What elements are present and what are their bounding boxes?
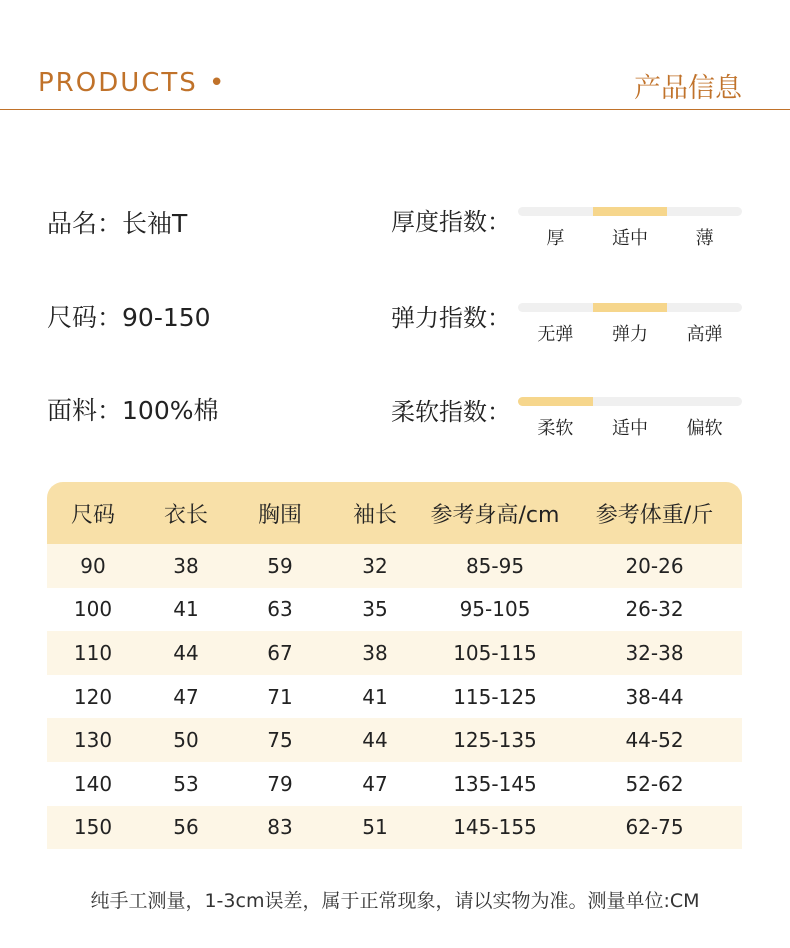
- table-header-cell: 尺码: [70, 502, 115, 528]
- table-cell: 95-105: [459, 597, 531, 622]
- table-cell: 59: [267, 553, 293, 578]
- index-bar: [518, 303, 742, 312]
- info-size: [47, 298, 211, 334]
- table-cell: 105-115: [453, 640, 537, 665]
- index-label: 柔软指数：: [391, 398, 511, 426]
- table-row: [47, 544, 742, 588]
- table-cell: 120: [73, 684, 113, 709]
- table-cell: 63: [267, 597, 293, 622]
- index-tick: 适中: [612, 418, 648, 439]
- info-value: 100%棉: [122, 396, 219, 425]
- table-cell: 41: [362, 684, 388, 709]
- table-header-cell: 衣长: [163, 502, 208, 528]
- info-label: 尺码：: [47, 303, 123, 332]
- table-row: [47, 588, 742, 632]
- table-header-cell: 袖长: [352, 502, 397, 528]
- table-cell: 125-135: [453, 728, 537, 753]
- table-cell: 90: [80, 553, 106, 578]
- index-label: 厚度指数：: [391, 208, 511, 236]
- table-cell: 35: [362, 597, 388, 622]
- table-cell: 145-155: [453, 815, 537, 840]
- header-dot: •: [209, 68, 225, 98]
- index-ticks: [518, 414, 742, 440]
- table-cell: 71: [267, 684, 293, 709]
- table-cell: 38-44: [625, 684, 684, 709]
- table-cell: 56: [173, 815, 199, 840]
- table-cell: 52-62: [625, 771, 684, 796]
- table-row: [47, 631, 742, 675]
- table-cell: 67: [267, 640, 293, 665]
- table-cell: 150: [73, 815, 113, 840]
- index-tick: 适中: [612, 228, 648, 249]
- table-cell: 38: [173, 553, 199, 578]
- measurement-note: 纯手工测量，1-3cm误差，属于正常现象，请以实物为准。测量单位:CM: [90, 890, 700, 912]
- table-cell: 26-32: [625, 597, 684, 622]
- table-cell: 140: [73, 771, 113, 796]
- table-cell: 41: [173, 597, 199, 622]
- softness-index: [391, 392, 743, 452]
- header-divider: [0, 109, 790, 110]
- info-product-name: [47, 204, 187, 240]
- table-header-row: [47, 482, 742, 544]
- table-cell: 44-52: [625, 728, 684, 753]
- table-cell: 47: [362, 771, 388, 796]
- table-cell: 20-26: [625, 553, 684, 578]
- table-header-cell: 胸围: [257, 502, 302, 528]
- info-value: 90-150: [122, 303, 211, 332]
- table-cell: 100: [73, 597, 113, 622]
- index-indicator: [593, 303, 668, 312]
- table-row: [47, 762, 742, 806]
- index-indicator: [518, 397, 593, 406]
- table-body: [47, 544, 742, 849]
- table-cell: 50: [173, 728, 199, 753]
- thickness-index: [391, 202, 743, 262]
- header-title-en: PRODUCTS: [38, 68, 198, 98]
- table-cell: 62-75: [625, 815, 684, 840]
- info-label: 品名：: [47, 209, 123, 238]
- index-label: 弹力指数：: [391, 304, 511, 332]
- elasticity-index: [391, 298, 743, 358]
- table-cell: 115-125: [453, 684, 537, 709]
- table-row: [47, 718, 742, 762]
- table-cell: 75: [267, 728, 293, 753]
- table-cell: 85-95: [465, 553, 525, 578]
- index-tick: 偏软: [686, 418, 723, 439]
- table-cell: 44: [362, 728, 388, 753]
- table-cell: 83: [267, 815, 293, 840]
- index-tick: 无弹: [537, 324, 574, 345]
- table-cell: 47: [173, 684, 199, 709]
- index-ticks: [518, 320, 742, 346]
- index-indicator: [593, 207, 668, 216]
- table-cell: 79: [267, 771, 293, 796]
- table-cell: 32-38: [625, 640, 684, 665]
- table-row: [47, 675, 742, 719]
- table-cell: 53: [173, 771, 199, 796]
- table-cell: 130: [73, 728, 113, 753]
- index-tick: 厚: [546, 228, 565, 249]
- index-tick: 弹力: [612, 324, 648, 345]
- size-table: [47, 482, 742, 849]
- table-cell: 110: [73, 640, 113, 665]
- table-cell: 51: [362, 815, 388, 840]
- info-label: 面料：: [47, 396, 123, 425]
- table-cell: 44: [173, 640, 199, 665]
- index-tick: 薄: [695, 228, 714, 249]
- table-cell: 32: [362, 553, 388, 578]
- index-tick: 柔软: [537, 418, 574, 439]
- info-value: 长袖T: [122, 209, 188, 238]
- info-fabric: [47, 391, 219, 427]
- table-cell: 38: [362, 640, 388, 665]
- table-row: [47, 806, 742, 850]
- table-cell: 135-145: [453, 771, 537, 796]
- index-tick: 高弹: [686, 324, 723, 345]
- index-bar: [518, 397, 742, 406]
- index-ticks: [518, 224, 742, 250]
- table-header-cell: 参考身高/cm: [430, 502, 560, 528]
- header-title-zh: 产品信息: [634, 73, 742, 104]
- table-header-cell: 参考体重/斤: [595, 502, 714, 528]
- index-bar: [518, 207, 742, 216]
